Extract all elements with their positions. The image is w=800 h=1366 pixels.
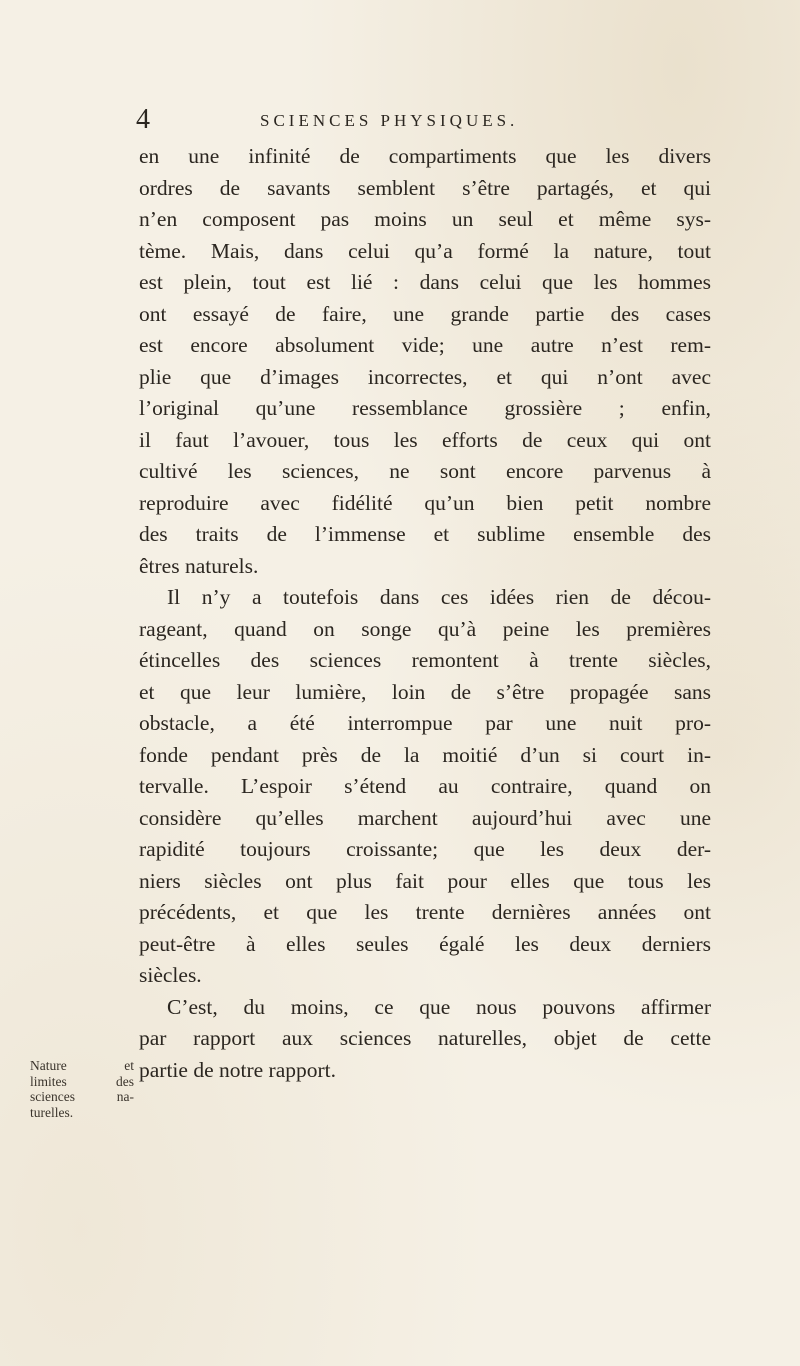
marginal-note-line: Nature et (30, 1058, 134, 1073)
text-line: peut-être à elles seules égalé les deux derniers (139, 931, 711, 956)
marginal-note-line: sciences na- (30, 1089, 134, 1104)
running-head: SCIENCES PHYSIQUES. (260, 111, 519, 130)
text-line: C’est, du moins, ce que nous pouvons affirmer (167, 994, 711, 1019)
page-number: 4 (136, 104, 150, 135)
text-line: précédents, et que les trente dernières années ont (139, 900, 711, 924)
text-line: obstacle, a été interrompue par une nuit pro- (139, 711, 711, 735)
text-line: tervalle. L’espoir s’étend au contraire, quand on (139, 774, 711, 798)
text-line: est encore absolument vide; une autre n’est rem- (139, 333, 711, 357)
text-line: rageant, quand on songe qu’à peine les premières (139, 616, 711, 641)
text-line: est plein, tout est lié : dans celui que les hommes (139, 270, 711, 294)
text-line: des traits de l’immense et sublime ensemble des (139, 522, 711, 546)
text-line: cultivé les sciences, ne sont encore parvenus à (139, 459, 711, 483)
text-line: niers siècles ont plus fait pour elles que tous les (139, 868, 711, 893)
text-line: et que leur lumière, loin de s’être propagée sans (139, 679, 711, 704)
text-line: l’original qu’une ressemblance grossière ; enfin, (139, 396, 711, 420)
text-line: en une infinité de compartiments que les divers (139, 144, 711, 168)
text-line: étincelles des sciences remontent à trente siècles, (139, 648, 711, 672)
marginal-note-line: turelles. (30, 1104, 74, 1120)
text-line: considère qu’elles marchent aujourd’hui avec une (139, 805, 711, 830)
text-line: partie de notre rapport. (139, 1057, 336, 1082)
text-line: siècles. (139, 963, 202, 987)
text-line: êtres naturels. (139, 553, 259, 578)
text-line: fonde pendant près de la moitié d’un si court in- (139, 742, 711, 767)
text-line: Il n’y a toutefois dans ces idées rien de décou- (167, 585, 711, 609)
text-line: reproduire avec fidélité qu’un bien petit nombre (139, 490, 711, 515)
text-line: tème. Mais, dans celui qu’a formé la nature, tout (139, 238, 711, 263)
text-line: il faut l’avouer, tous les efforts de ceux qui ont (139, 427, 711, 452)
text-line: ont essayé de faire, une grande partie des cases (139, 301, 711, 326)
page-header (136, 104, 696, 136)
text-line: rapidité toujours croissante; que les deux der- (139, 837, 711, 861)
marginal-note (30, 1058, 134, 1120)
body-text (139, 141, 711, 1086)
text-line: ordres de savants semblent s’être partagés, et qui (139, 175, 711, 200)
text-line: plie que d’images incorrectes, et qui n’ont avec (139, 364, 711, 389)
text-line: par rapport aux sciences naturelles, objet de cette (139, 1026, 711, 1050)
text-line: n’en composent pas moins un seul et même sys- (139, 207, 711, 231)
marginal-note-line: limites des (30, 1073, 134, 1089)
